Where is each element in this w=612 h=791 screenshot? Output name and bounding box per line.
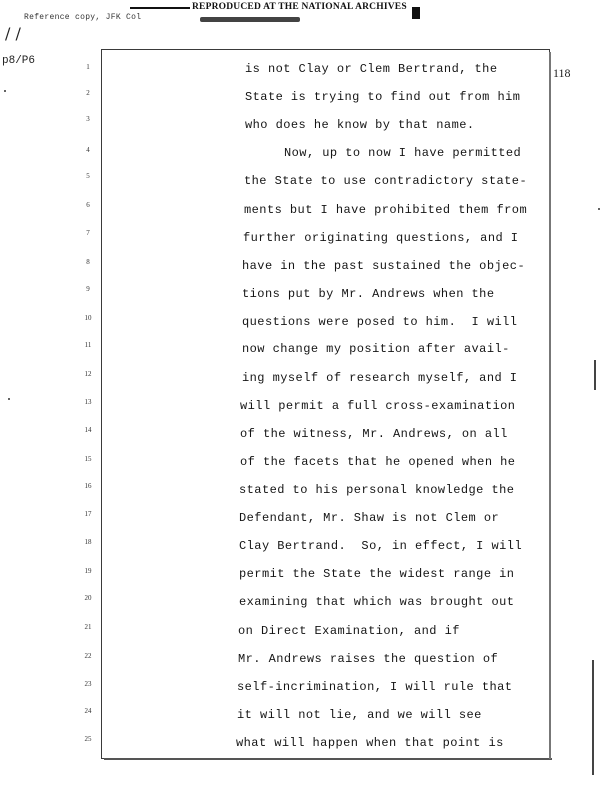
- transcript-line: will permit a full cross-examination: [240, 399, 516, 413]
- transcript-line: tions put by Mr. Andrews when the: [242, 287, 495, 301]
- transcript-line: of the facets that he opened when he: [240, 455, 516, 469]
- transcript-line: Mr. Andrews raises the question of: [238, 652, 499, 666]
- line-number: 24: [84, 707, 92, 715]
- transcript-line: self-incrimination, I will rule that: [237, 680, 513, 694]
- line-number: 22: [84, 652, 92, 660]
- line-number: 6: [86, 201, 90, 209]
- line-number: 14: [84, 426, 92, 434]
- line-number: 25: [84, 735, 92, 743]
- line-number: 17: [84, 510, 92, 518]
- scan-speck: [4, 90, 6, 92]
- line-number: 9: [86, 285, 90, 293]
- line-number: 23: [84, 680, 92, 688]
- transcript-line: of the witness, Mr. Andrews, on all: [240, 427, 508, 441]
- archives-stamp: REPRODUCED AT THE NATIONAL ARCHIVES: [192, 2, 407, 12]
- line-number: 3: [86, 115, 90, 123]
- line-number: 2: [86, 89, 90, 97]
- line-number: 18: [84, 538, 92, 546]
- line-number: 10: [84, 314, 92, 322]
- transcript-line: what will happen when that point is: [236, 736, 504, 750]
- line-number: 15: [84, 455, 92, 463]
- line-number: 12: [84, 370, 92, 378]
- line-number: 20: [84, 594, 92, 602]
- transcript-line: State is trying to find out from him: [245, 90, 521, 104]
- scan-edge-mark: [594, 360, 596, 390]
- reference-copy-label: Reference copy, JFK Col: [24, 13, 142, 22]
- line-number: 1: [86, 63, 90, 71]
- transcript-line: Now, up to now I have permitted: [284, 146, 522, 160]
- handwritten-mark: / /: [5, 24, 21, 43]
- transcript-line: the State to use contradictory state-: [244, 174, 528, 188]
- frame-shadow-right: [549, 52, 551, 759]
- frame-shadow-bottom: [104, 758, 552, 760]
- line-number: 4: [86, 146, 90, 154]
- transcript-line: further originating questions, and I: [243, 231, 519, 245]
- transcript-line: now change my position after avail-: [242, 342, 510, 356]
- transcript-line: Defendant, Mr. Shaw is not Clem or: [239, 511, 500, 525]
- scan-speck: [598, 208, 600, 210]
- transcript-line: who does he know by that name.: [245, 118, 475, 132]
- line-number: 11: [84, 341, 92, 349]
- transcript-line: ments but I have prohibited them from: [244, 203, 528, 217]
- line-number: 13: [84, 398, 92, 406]
- transcript-line: is not Clay or Clem Bertrand, the: [245, 62, 498, 76]
- transcript-line: have in the past sustained the objec-: [242, 259, 526, 273]
- line-number: 8: [86, 258, 90, 266]
- transcript-line: ing myself of research myself, and I: [242, 371, 518, 385]
- line-number: 5: [86, 172, 90, 180]
- stamp-rule-right: [412, 7, 420, 19]
- line-number: 16: [84, 482, 92, 490]
- scan-speck: [8, 398, 10, 400]
- page-number: 118: [553, 66, 571, 80]
- transcript-line: it will not lie, and we will see: [237, 708, 482, 722]
- transcript-line: on Direct Examination, and if: [238, 624, 460, 638]
- document-id: p8/P6: [2, 55, 36, 67]
- line-number: 7: [86, 229, 90, 237]
- transcript-line: examining that which was brought out: [239, 595, 515, 609]
- transcript-line: questions were posed to him. I will: [242, 315, 518, 329]
- line-number: 19: [84, 567, 92, 575]
- transcript-line: Clay Bertrand. So, in effect, I will: [239, 539, 523, 553]
- scan-edge-mark: [592, 660, 594, 775]
- stamp-ink-smudge: [200, 17, 300, 22]
- line-number: 21: [84, 623, 92, 631]
- stamp-rule-left: [130, 7, 190, 9]
- transcript-line: permit the State the widest range in: [239, 567, 515, 581]
- transcript-line: stated to his personal knowledge the: [239, 483, 515, 497]
